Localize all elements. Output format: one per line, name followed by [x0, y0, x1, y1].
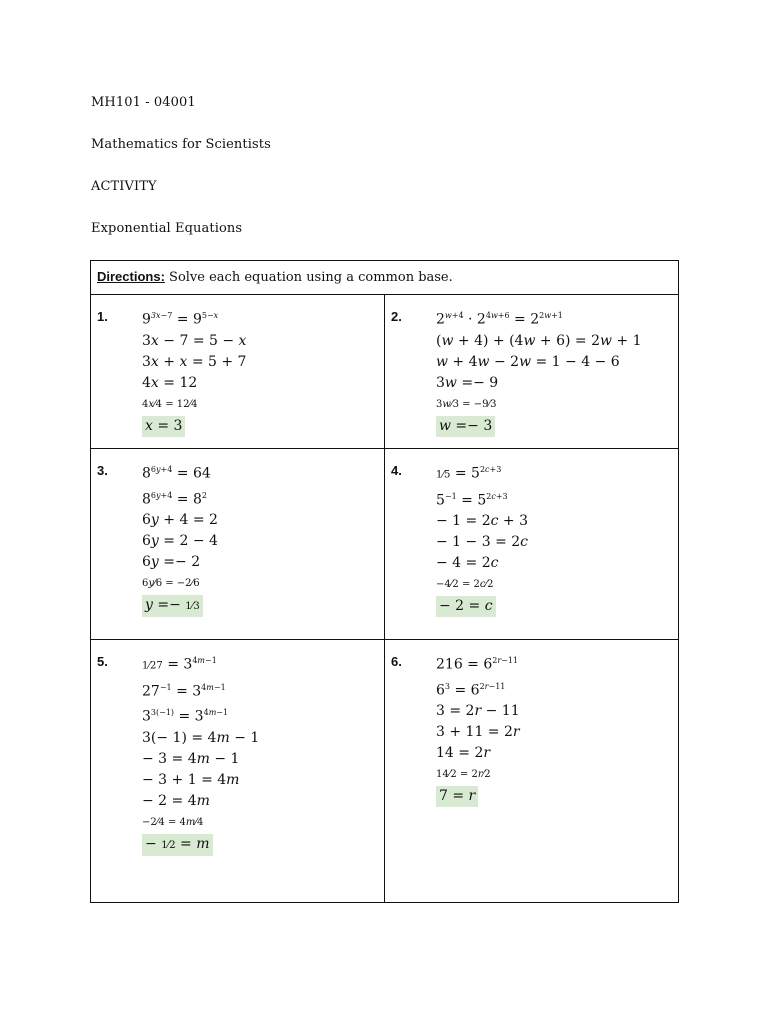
activity-label: ACTIVITY [91, 179, 157, 194]
step: 1⁄5 = $5^{2c+3}$ [436, 465, 502, 482]
step: 1⁄27 = $3^{4m-1}$ [142, 656, 217, 673]
step: $9^{3x-7} = 9^{5-x}$ [142, 311, 219, 328]
step: −2⁄4 = 4m⁄4 [142, 816, 204, 828]
step: $8^{6y+4} = 64$ [142, 465, 211, 482]
step: w + 4w − 2w = 1 − 4 − 6 [436, 353, 620, 370]
problem-steps [436, 650, 520, 807]
problem-number: 6. [391, 654, 402, 669]
step: $5^{-1} = 5^{2c+3}$ [436, 491, 508, 509]
answer: w =− 3 [436, 416, 642, 437]
problem-steps [142, 305, 246, 437]
problem-number: 1. [97, 309, 108, 324]
problem-cell-1 [91, 295, 385, 449]
step: 3 = 2r − 11 [436, 703, 520, 720]
problem-cell-3 [91, 449, 385, 640]
problem-number: 5. [97, 654, 108, 669]
problem-cell-4 [385, 449, 679, 640]
problem-cell-6 [385, 640, 679, 903]
answer: 7 = r [436, 786, 520, 807]
step: 3 + 11 = 2r [436, 724, 520, 741]
answer: x = 3 [142, 416, 246, 437]
step: − 1 = 2c + 3 [436, 513, 529, 530]
step: 14 = 2r [436, 745, 491, 762]
step: $2^{w+4} \cdot 2^{4w+6} = 2^{2w+1}$ [436, 311, 563, 328]
step: − 4 = 2c [436, 555, 499, 572]
step: $27^{-1} = 3^{4m-1}$ [142, 682, 226, 700]
step: 6y⁄6 = −2⁄6 [142, 578, 200, 590]
step: 14⁄2 = 2r⁄2 [436, 769, 491, 781]
step: 4x = 12 [142, 374, 198, 391]
step: 3x + x = 5 + 7 [142, 353, 247, 370]
step: 3x − 7 = 5 − x [142, 332, 247, 349]
problem-steps [436, 459, 528, 617]
directions-text: Solve each equation using a common base. [169, 270, 453, 285]
step: − 2 = 4m [142, 792, 210, 809]
problem-cell-5 [91, 640, 385, 903]
step: 3w =− 9 [436, 374, 499, 391]
step: (w + 4) + (4w + 6) = 2w + 1 [436, 332, 642, 349]
answer: y =− 1⁄3 [142, 595, 218, 617]
step: $6^3 = 6^{2r-11}$ [436, 681, 506, 699]
step: 6y =− 2 [142, 554, 201, 571]
step: 6y = 2 − 4 [142, 533, 218, 550]
step: − 3 = 4m − 1 [142, 750, 240, 767]
problem-number: 3. [97, 463, 108, 478]
worksheet-table [90, 260, 679, 903]
answer: − 2 = c [436, 596, 528, 617]
step: 4x⁄4 = 12⁄4 [142, 398, 198, 410]
problem-number: 4. [391, 463, 402, 478]
problem-steps [142, 650, 259, 856]
directions-label: Directions: [97, 269, 165, 284]
step: $8^{6y+4} = 8^2$ [142, 490, 207, 508]
answer: − 1⁄2 = m [142, 834, 259, 856]
problem-steps [142, 459, 218, 617]
step: $3^{3(-1)} = 3^{4m-1}$ [142, 708, 229, 725]
course-title: Mathematics for Scientists [91, 137, 271, 152]
step: 6y + 4 = 2 [142, 512, 218, 529]
topic-title: Exponential Equations [91, 221, 243, 236]
step: 3(− 1) = 4m − 1 [142, 729, 260, 746]
step: − 1 − 3 = 2c [436, 534, 529, 551]
course-code: MH101 - 04001 [91, 95, 196, 110]
problem-steps [436, 305, 642, 437]
step: $216 = 6^{2r-11}$ [436, 656, 519, 673]
directions-cell [91, 261, 679, 295]
problem-number: 2. [391, 309, 402, 324]
step: −4⁄2 = 2c⁄2 [436, 579, 494, 591]
step: 3w⁄3 = −9⁄3 [436, 398, 497, 410]
problem-cell-2 [385, 295, 679, 449]
step: − 3 + 1 = 4m [142, 771, 240, 788]
